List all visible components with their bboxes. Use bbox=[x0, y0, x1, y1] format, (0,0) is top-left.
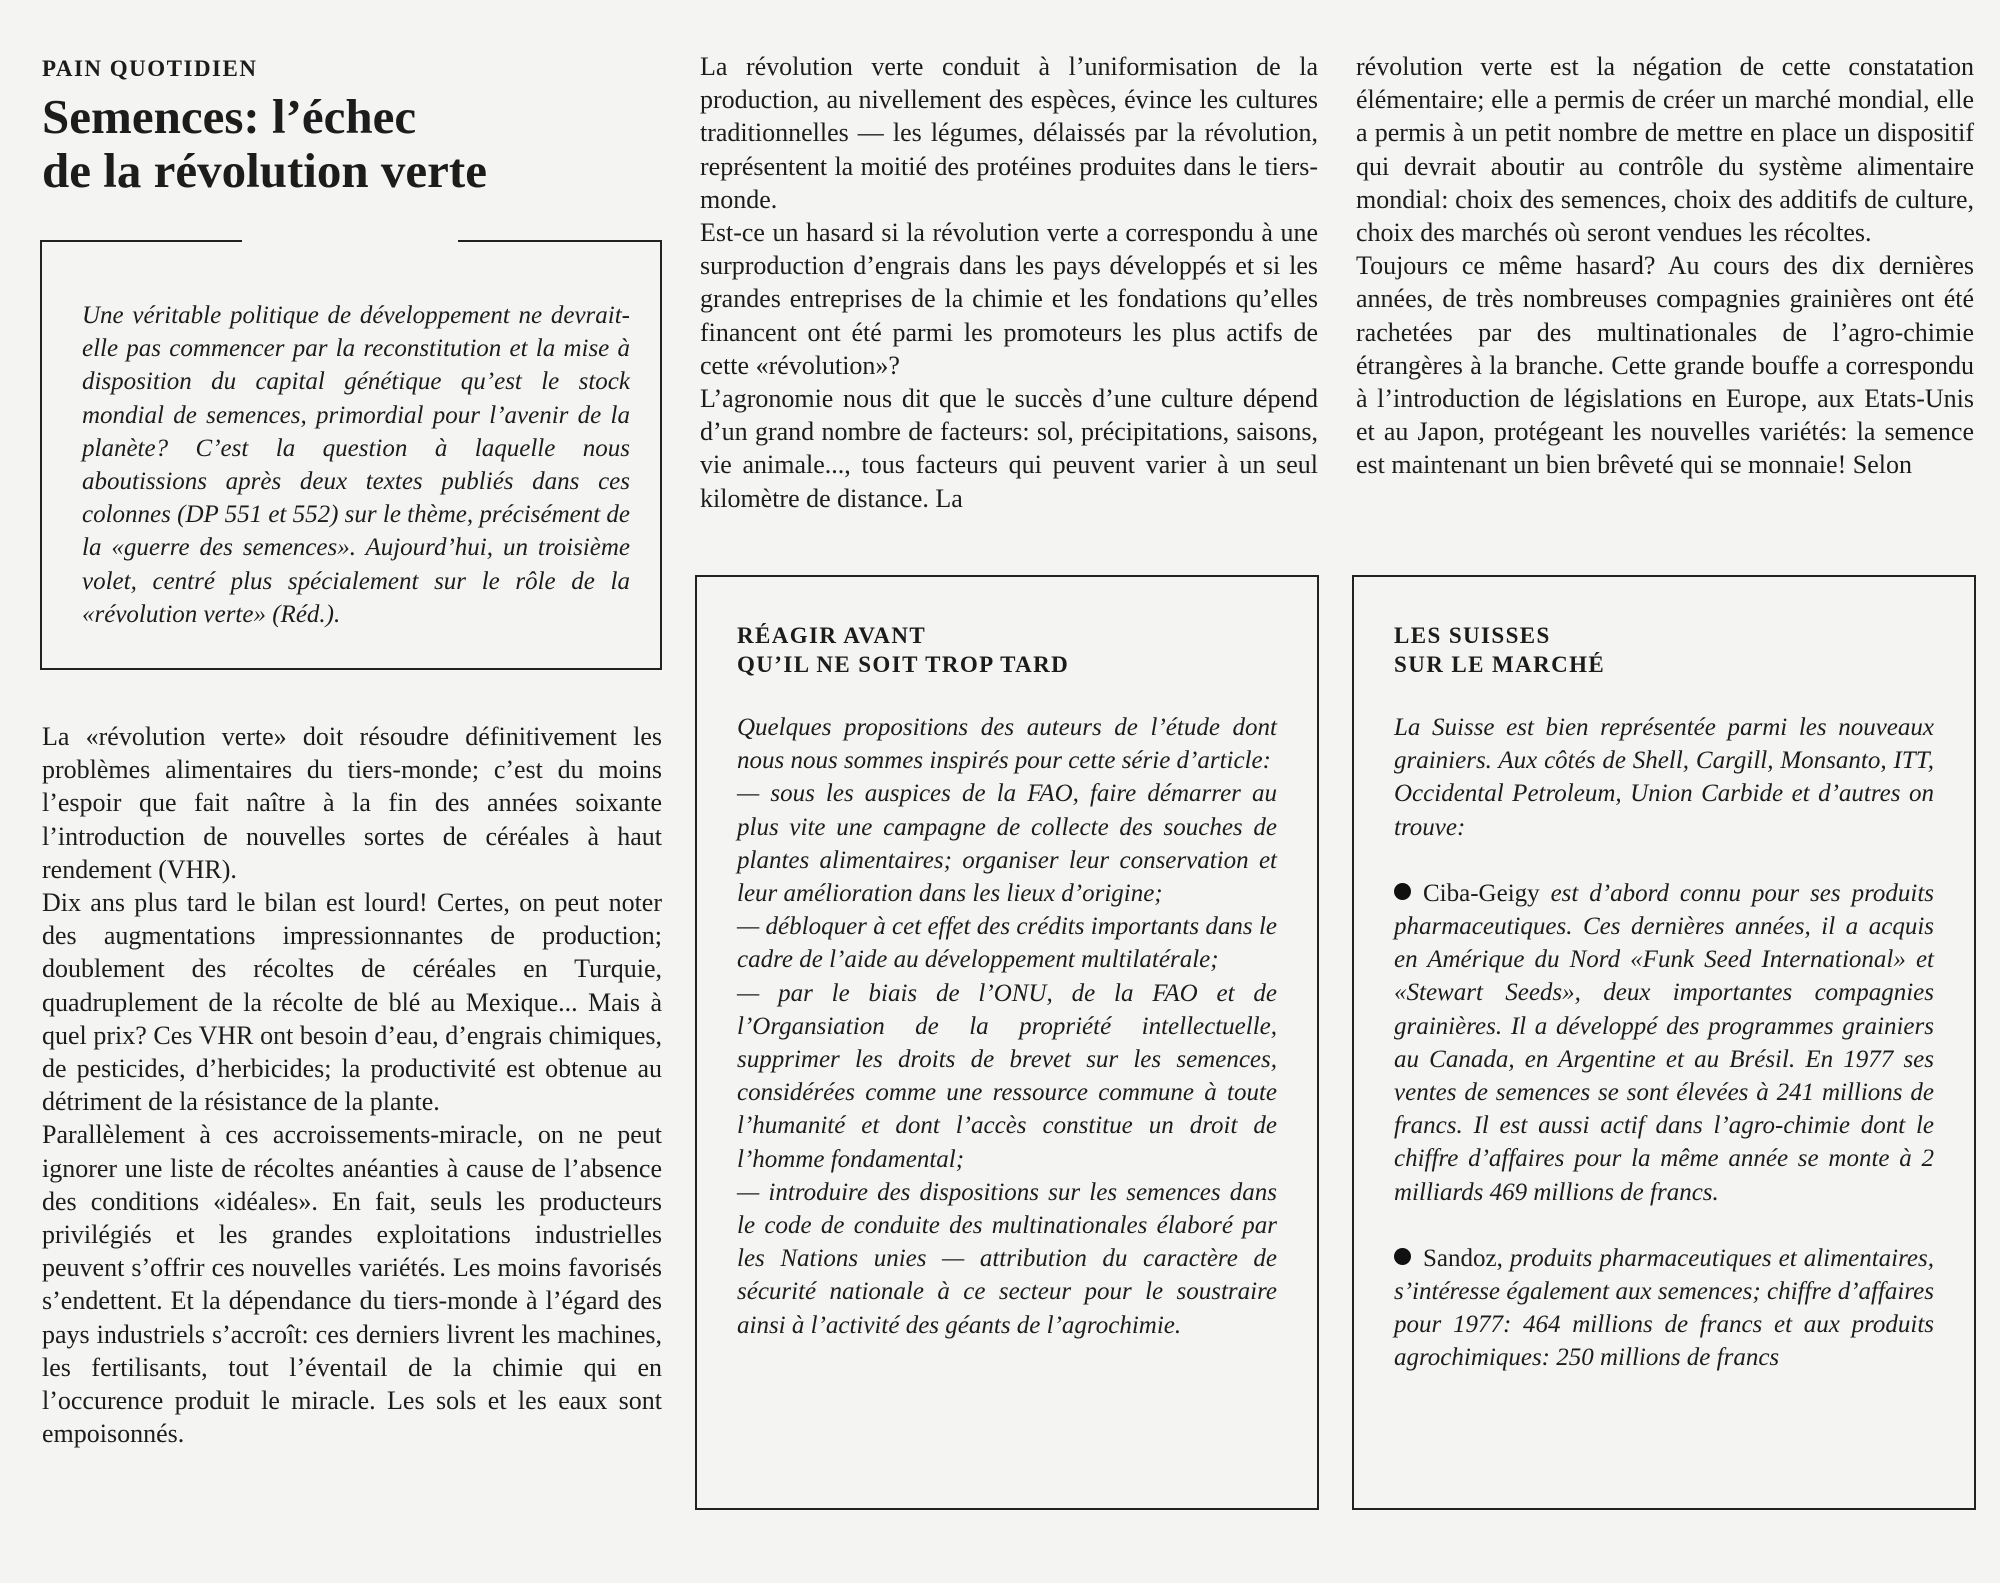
column-2-body bbox=[700, 50, 1318, 515]
column-3-body bbox=[1356, 50, 1974, 482]
bullet-icon bbox=[1394, 1248, 1411, 1265]
sidebar-suisses-title bbox=[1394, 621, 1605, 679]
sidebar-reagir-body bbox=[737, 711, 1277, 1342]
sidebar-suisses-entry-1 bbox=[1394, 877, 1934, 1209]
article-intro: Une véritable politique de développement ne devrait-elle pas commencer par la reconstitution et la mise à disposition du capital génétique qu’est le stock mondial de semences, primordial pour l’avenir de la planète? C’est la question à laquelle nous aboutissions après deux textes publiés dans ces colonnes (DP 551 et 552) sur le thème, précisément de la «guerre des semences». Aujourd’hui, un troisième volet, centré plus spécialement sur le rôle de la «révolution verte» (Réd.). bbox=[82, 302, 631, 628]
spacer bbox=[1394, 844, 1934, 877]
intro-box-top-rule-left bbox=[40, 240, 242, 242]
entry-2-text: produits pharmaceutiques et alimentaires, s’intéresse également aux semences; chiffre d’affaires pour 1977: 464 millions de francs et aux produits agrochimiques: 250 millions de francs bbox=[1394, 1244, 1934, 1372]
entry-1-text: est d’abord connu pour ses produits pharmaceutiques. Ces dernières années, il a acquis en Amérique du Nord «Funk Seed International» et «Stewart Seeds», deux importantes compagnies grainières. Il a développé des programmes grainiers au Canada, en Argentine et au Brésil. En 1977 ses ventes de semences se sont élevées à 241 millions de francs. Il est aussi actif dans l’agro-chimie dont le chiffre d’affaires pour la même année se monte à 2 milliards 469 millions de francs. bbox=[1394, 879, 1934, 1206]
sidebar-reagir-title bbox=[737, 621, 1069, 679]
col3-paragraph-2: Toujours ce même hasard? Au cours des dix dernières années, de très nombreuses compagnies grainières ont été rachetées par des multinationales de l’agro-chimie étrangères à la branche. Cette grande bouffe a correspondu à l’introduction de législations en Europe, aux Etats-Unis et au Japon, protégeant les nouvelles variétés: la semence est maintenant un bien brêveté qui se monnaie! Selon bbox=[1356, 251, 1974, 480]
intro-box bbox=[40, 240, 662, 670]
col2-paragraph-2: Est-ce un hasard si la révolution verte a correspondu à une surproduction d’engrais dans les pays développés et si les grandes entreprises de la chimie et les fondations qu’elles financent ont été parmi les promoteurs les plus actifs de cette «révolution»? bbox=[700, 218, 1318, 380]
sidebar-reagir-item-4: — introduire des dispositions sur les semences dans le code de conduite des multinationales élaboré par les Nations unies — attribution du caractère de sécurité nationale à ce secteur pour le soustraire ainsi à l’activité des géants de l’agrochimie. bbox=[737, 1178, 1277, 1339]
sidebar-reagir-item-1: — sous les auspices de la FAO, faire démarrer au plus vite une campagne de collecte des souches de plantes alimentaires; organiser leur conservation et leur amélioration dans les lieux d’origine; bbox=[737, 780, 1277, 908]
col2-paragraph-1: La révolution verte conduit à l’uniformisation de la production, au nivellement des espèces, évince les cultures traditionnelles — les légumes, délaissés par la révolution, représentent la moitié des protéines produites dans le tiers-monde. bbox=[700, 52, 1318, 214]
sidebar-reagir-item-2: — débloquer à cet effet des crédits importants dans le cadre de l’aide au développement multilatérale; bbox=[737, 913, 1277, 974]
col2-paragraph-3: L’agronomie nous dit que le succès d’une culture dépend d’un grand nombre de facteurs: sol, précipitations, saisons, vie animale..., tous facteurs qui peuvent varier à un seul kilomètre de distance. La bbox=[700, 384, 1318, 513]
sidebar-suisses-title-line-2: SUR LE MARCHÉ bbox=[1394, 652, 1606, 677]
sidebar-suisses-entry-2 bbox=[1394, 1242, 1934, 1375]
intro-box-top-rule-right bbox=[458, 240, 662, 242]
col1-paragraph-2: Dix ans plus tard le bilan est lourd! Certes, on peut noter des augmentations impressionnantes de production; doublement des récoltes de céréales en Turquie, quadruplement de la récolte de blé au Mexique... Mais à quel prix? Ces VHR ont besoin d’eau, d’engrais chimiques, de pesticides, d’herbicides; la productivité est obtenue au détriment de la résistance de la plante. bbox=[42, 888, 662, 1117]
article-headline bbox=[42, 90, 662, 198]
sidebar-suisses-intro: La Suisse est bien représentée parmi les nouveaux grainiers. Aux côtés de Shell, Cargill, Monsanto, ITT, Occidental Petroleum, Union Carbide et d’autres on trouve: bbox=[1394, 714, 1934, 841]
sidebar-reagir-intro: Quelques propositions des auteurs de l’étude dont nous nous sommes inspirés pour cette série d’article: bbox=[737, 714, 1277, 775]
company-name-sandoz: Sandoz, bbox=[1423, 1244, 1503, 1272]
headline-line-1: Semences: l’échec bbox=[42, 89, 417, 144]
column-1-body bbox=[42, 720, 662, 1450]
bullet-icon bbox=[1394, 883, 1411, 900]
sidebar-reagir-title-line-2: QU’IL NE SOIT TROP TARD bbox=[737, 652, 1070, 677]
sidebar-suisses-body bbox=[1394, 711, 1934, 1375]
spacer bbox=[1394, 1209, 1934, 1242]
col1-paragraph-1: La «révolution verte» doit résoudre définitivement les problèmes alimentaires du tiers-monde; c’est du moins l’espoir que fait naître à la fin des années soixante l’introduction de nouvelles sortes de céréales à haut rendement (VHR). bbox=[42, 722, 662, 884]
sidebar-reagir-title-line-1: RÉAGIR AVANT bbox=[737, 623, 927, 648]
sidebar-reagir-item-3: — par le biais de l’ONU, de la FAO et de l’Organsiation de la propriété intellectuelle, supprimer les droits de brevet sur les semences, considérées comme une ressource commune à toute l’humanité et dont l’accès constitue un droit de l’homme fondamental; bbox=[737, 979, 1277, 1173]
section-rubric: PAIN QUOTIDIEN bbox=[42, 56, 258, 81]
company-name-ciba-geigy: Ciba-Geigy bbox=[1423, 879, 1540, 907]
sidebar-suisses bbox=[1352, 575, 1976, 1510]
sidebar-suisses-title-line-1: LES SUISSES bbox=[1394, 623, 1551, 648]
col3-paragraph-1: révolution verte est la négation de cette constatation élémentaire; elle a permis de créer un marché mondial, elle a permis à un petit nombre de mettre en place un dispositif qui devrait aboutir au contrôle du système alimentaire mondial: choix des semences, choix des additifs de culture, choix des marchés où seront vendues les récoltes. bbox=[1356, 52, 1974, 248]
column-1-header bbox=[42, 54, 662, 198]
sidebar-reagir bbox=[695, 575, 1319, 1510]
headline-line-2: de la révolution verte bbox=[42, 143, 487, 198]
col1-paragraph-3: Parallèlement à ces accroissements-miracle, on ne peut ignorer une liste de récoltes anéanties à cause de l’absence des conditions «idéales». En fait, seuls les producteurs privilégiés et les grandes exploitations industrielles peuvent s’offrir ces nouvelles variétés. Les moins favorisés s’endettent. Et la dépendance du tiers-monde à l’égard des pays industriels s’accroît: ces derniers livrent les machines, les fertilisants, tout l’éventail de la chimie qui en l’occurence produit le miracle. Les sols et les eaux sont empoisonnés. bbox=[42, 1120, 662, 1449]
